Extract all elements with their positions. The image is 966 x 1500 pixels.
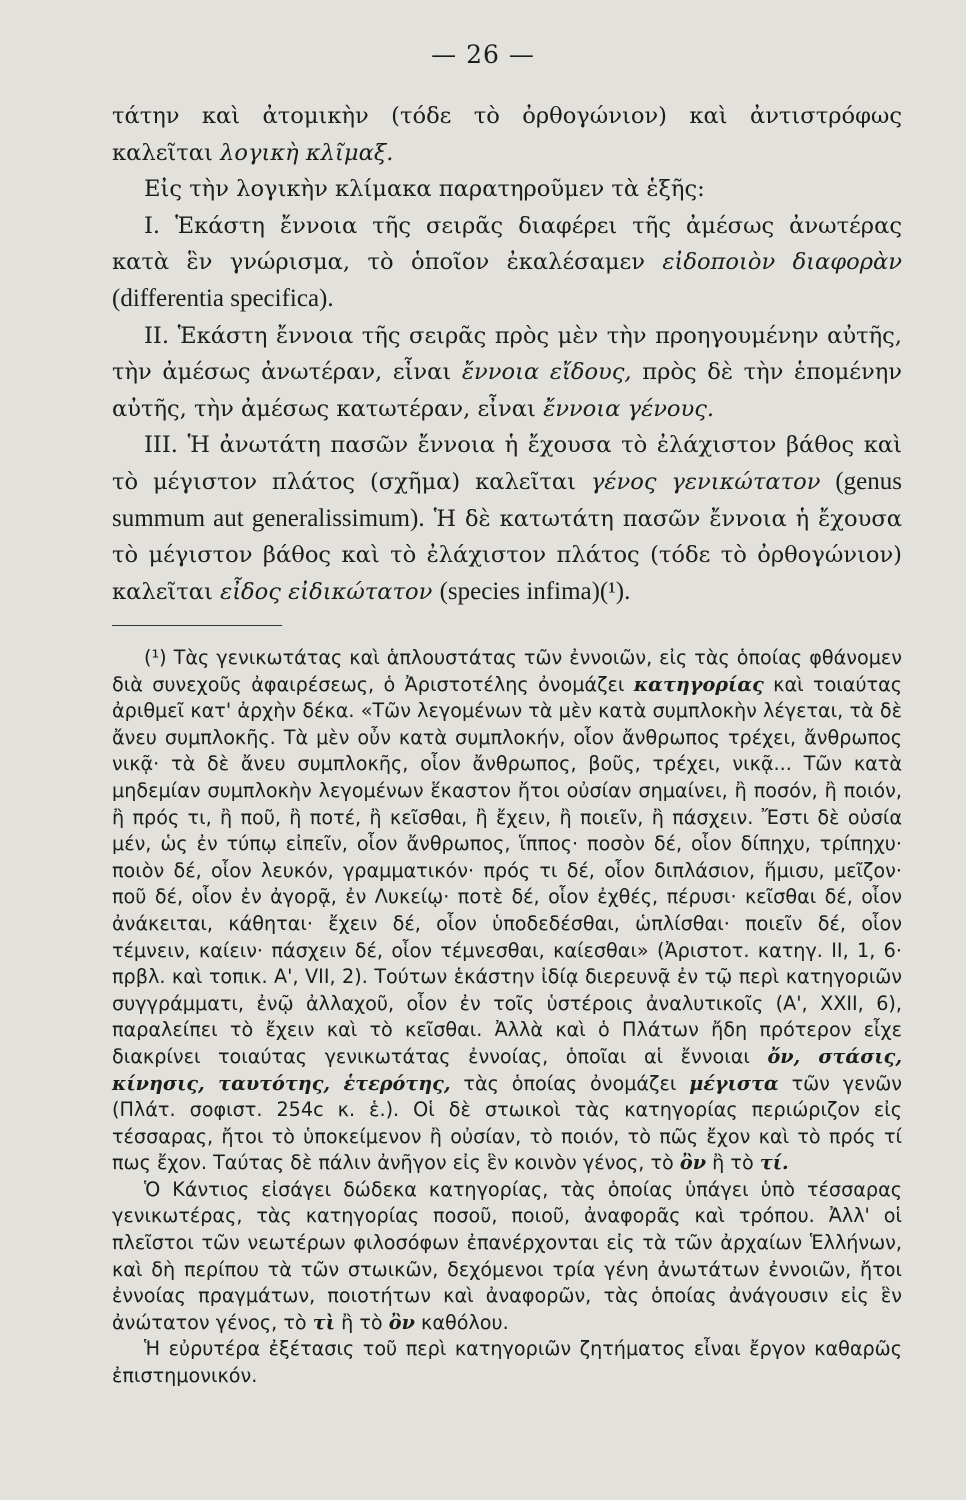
rule-2: II. Ἑκάστη ἔννοια τῆς σειρᾶς πρὸς μὲν τὴν προηγουμένην αὐτῆς, τὴν ἀμέσως ἀνωτέραν, εἶναι ἔννοια εἴδους, πρὸς δὲ τὴν ἑπομένην αὐτῆς, τὴν ἀμέσως κατωτέραν, εἶναι ἔννοια γένους. bbox=[112, 322, 902, 422]
footnote-paragraph: (¹) Τὰς γενικωτάτας καὶ ἁπλουστάτας τῶν ἐννοιῶν, εἰς τὰς ὁποίας φθάνομεν διὰ συνεχοῦς ἀφαιρέσεως, ὁ Ἀριστοτέλης ὀνομάζει κατηγορίας καὶ τοιαύτας ἀριθμεῖ κατ' ἀρχὴν δέκα. «Τῶν λεγομένων τὰ μὲν κατὰ συμπλοκὴν λέγεται, τὰ δὲ ἄνευ συμπλοκῆς. Τὰ μὲν οὖν κατὰ συμπλοκήν, οἷον ἄνθρωπος τρέχει, ἄνθρωπος νικᾷ· τὰ δὲ ἄνευ συμπλοκῆς, οἷον ἄνθρωπος, βοῦς, τρέχει, νικᾷ... Τῶν κατὰ μηδεμίαν συμπλοκὴν λεγομένων ἕκαστον ἤτοι οὐσίαν σημαίνει, ἢ ποσόν, ἢ ποιόν, ἢ πρός τι, ἢ ποῦ, ἢ ποτέ, ἢ κεῖσθαι, ἢ ἔχειν, ἢ ποιεῖν, ἢ πάσχειν. Ἔστι δὲ οὐσία μέν, ὡς ἐν τύπῳ εἰπεῖν, οἷον ἄνθρωπος, ἵππος· ποσὸν δέ, οἷον δίπηχυ, τρίπηχυ· ποιὸν δέ, οἷον λευκόν, γραμματικόν· πρός τι δέ, οἷον διπλάσιον, ἥμισυ, μεῖζον· ποῦ δέ, οἷον ἐν ἀγορᾷ, ἐν Λυκείῳ· ποτὲ δέ, οἷον ἐχθές, πέρυσι· κεῖσθαι δέ, οἷον ἀνάκειται, κάθηται· ἔχειν δέ, οἷον ὑποδεδέσθαι, ὡπλίσθαι· ποιεῖν δέ, οἷον τέμνειν, καίειν· πάσχειν δέ, οἷον τέμνεσθαι, καίεσθαι» (Ἀριστοτ. κατηγ. II, 1, 6· πρβλ. καὶ τοπικ. Α', VII, 2). Τούτων ἑκάστην ἰδίᾳ διερευνᾷ ἐν τῷ περὶ κατηγοριῶν συγγράμματι, ἐνῷ ἀλλαχοῦ, οἷον ἐν τοῖς ὑστέροις ἀναλυτικοῖς (Α', XXII, 6), παραλείπει τὸ ἔχειν καὶ τὸ κεῖσθαι. Ἀλλὰ καὶ ὁ Πλάτων ἤδη πρότερον εἶχε διακρίνει τοιαύτας γενικωτάτας ἐννοίας, ὁποῖαι αἱ ἔννοιαι ὄν, στάσις, κίνησις, ταυτότης, ἑτερότης, τὰς ὁποίας ὀνομάζει μέγιστα τῶν γενῶν (Πλάτ. σοφιστ. 254c κ. ἑ.). Οἱ δὲ στωικοὶ τὰς κατηγορίας περιώριζον εἰς τέσσαρας, ἤτοι τὸ ὑποκείμενον ἢ οὐσίαν, τὸ ποιόν, τὸ πῶς ἔχον καὶ τὸ πρός τί πως ἔχον. Ταύτας δὲ πάλιν ἀνῆγον εἰς ἓν κοινὸν γένος, τὸ ὂν ἢ τὸ τί. bbox=[112, 646, 903, 1175]
italic-term: γένος γενικώτατον bbox=[590, 468, 821, 495]
italic-term: ἔννοια γένους. bbox=[543, 395, 715, 422]
bold-term: μέγιστα bbox=[689, 1071, 779, 1095]
paragraph: Εἰς τὴν λογικὴν κλίμακα παρατηροῦμεν τὰ ἑξῆς: bbox=[144, 176, 705, 203]
footnote-paragraph: Ὁ Κάντιος εἰσάγει δώδεκα κατηγορίας, τὰς ὁποίας ὑπάγει ὑπὸ τέσσαρας γενικωτέρας, τὰς κατηγορίας ποσοῦ, ποιοῦ, ἀναφορᾶς καὶ τρόπου. Ἀλλ' οἱ πλεῖστοι τῶν νεωτέρων φιλοσόφων ἐπανέρχονται εἰς τὰ τῶν ἀρχαίων Ἑλλήνων, καὶ δὴ περίπου τὰ τῶν στωικῶν, δεχόμενοι τρία γένη ἀνωτάτων ἐννοιῶν, ἤτοι ἐννοίας πραγμάτων, ποιοτήτων καὶ ἀναφορῶν, τὰς ὁποίας ἀνάγουσιν εἰς ἓν ἀνώτατον γένος, τὸ τὶ ἢ τὸ ὂν καθόλου. bbox=[112, 1177, 902, 1334]
footnote-divider bbox=[112, 625, 282, 626]
paragraph: τάτην καὶ ἀτομικὴν (τόδε τὸ ὀρθογώνιον) καὶ ἀντιστρόφως καλεῖται λογικὴ κλῖμαξ. bbox=[112, 103, 902, 166]
main-text bbox=[112, 98, 902, 610]
bold-term: ὂν bbox=[388, 1310, 415, 1334]
bold-term: κατηγορίας bbox=[633, 672, 764, 696]
footnote bbox=[112, 645, 902, 1390]
rule-1: I. Ἑκάστη ἔννοια τῆς σειρᾶς διαφέρει τῆς ἀμέσως ἀνωτέρας κατὰ ἓν γνώρισμα, τὸ ὁποῖον ἐκαλέσαμεν εἰδοποιὸν διαφορὰν (differentia specifica). bbox=[112, 212, 902, 312]
italic-term: εἶδος εἰδικώτατον bbox=[220, 578, 433, 605]
bold-term: ὄν, στάσις, κίνησις, ταυτότης, ἑτερότης, bbox=[112, 1044, 902, 1095]
latin-term: (species infima)(¹). bbox=[439, 577, 631, 605]
bold-term: τὶ bbox=[312, 1310, 335, 1334]
latin-term: (genus summum aut generalissimum). bbox=[112, 467, 903, 532]
italic-term: ἔννοια εἴδους, bbox=[461, 359, 632, 386]
rule-3: III. Ἡ ἀνωτάτη πασῶν ἔννοια ἡ ἔχουσα τὸ ἐλάχιστον βάθος καὶ τὸ μέγιστον πλάτος (σχῆμα) καλεῖται γένος γενικώτατον (genus summum aut generalissimum). Ἡ δὲ κατωτάτη πασῶν ἔννοια ἡ ἔχουσα τὸ μέγιστον βάθος καὶ τὸ ἐλάχιστον πλάτος (τόδε τὸ ὀρθογώνιον) καλεῖται εἶδος εἰδικώτατον (species infima)(¹). bbox=[112, 432, 903, 605]
bold-term: τί. bbox=[759, 1151, 789, 1175]
latin-term: (differentia specifica). bbox=[112, 284, 334, 312]
italic-term: λογικὴ κλῖμαξ. bbox=[220, 139, 394, 166]
bold-term: ὂν bbox=[679, 1151, 707, 1175]
footnote-paragraph: Ἡ εὐρυτέρα ἐξέτασις τοῦ περὶ κατηγοριῶν ζητήματος εἶναι ἔργον καθαρῶς ἐπιστημονικόν. bbox=[112, 1337, 902, 1388]
page-number: — 26 — bbox=[431, 40, 535, 69]
italic-term: εἰδοποιὸν διαφορὰν bbox=[662, 249, 902, 276]
